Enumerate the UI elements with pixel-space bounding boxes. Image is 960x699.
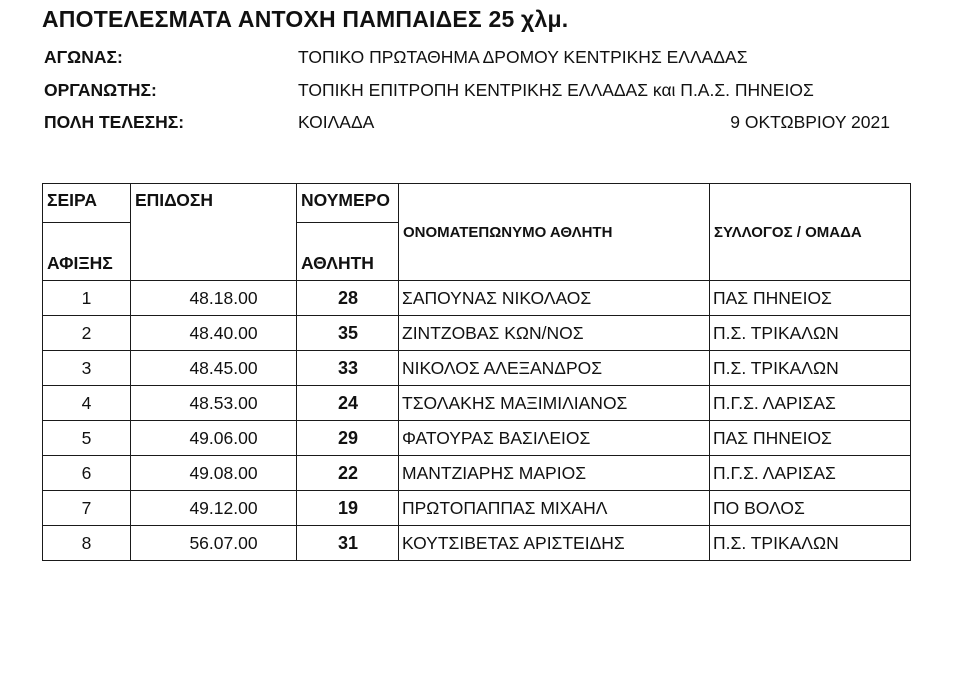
race-value: ΤΟΠΙΚΟ ΠΡΩΤΑΘΗΜΑ ΔΡΟΜΟΥ ΚΕΝΤΡΙΚΗΣ ΕΛΛΑΔΑΣ bbox=[298, 47, 748, 67]
cell-club: ΠΟ ΒΟΛΟΣ bbox=[710, 491, 911, 526]
cell-rank: 4 bbox=[43, 386, 131, 421]
table-row bbox=[43, 281, 911, 316]
cell-bib: 29 bbox=[297, 421, 399, 456]
city-label: ΠΟΛΗ ΤΕΛΕΣΗΣ: bbox=[44, 112, 185, 132]
cell-club: Π.Γ.Σ. ΛΑΡΙΣΑΣ bbox=[710, 456, 911, 491]
header-bib-bottom: ΑΘΛΗΤΗ bbox=[297, 223, 399, 281]
cell-rank: 3 bbox=[43, 351, 131, 386]
cell-athlete-name: ΚΟΥΤΣΙΒΕΤΑΣ ΑΡΙΣΤΕΙΔΗΣ bbox=[399, 526, 710, 561]
table-row bbox=[43, 456, 911, 491]
cell-time: 48.40.00 bbox=[131, 316, 297, 351]
header-athlete-name: ΟΝΟΜΑΤΕΠΩΝΥΜΟ ΑΘΛΗΤΗ bbox=[399, 184, 710, 281]
document-title: ΑΠΟΤΕΛΕΣΜΑΤΑ ΑΝΤΟΧΗ ΠΑΜΠΑΙΔΕΣ 25 χλμ. bbox=[42, 6, 569, 32]
cell-rank: 1 bbox=[43, 281, 131, 316]
organizer-label: ΟΡΓΑΝΩΤΗΣ: bbox=[44, 80, 157, 100]
cell-athlete-name: ΤΣΟΛΑΚΗΣ ΜΑΞΙΜΙΛΙΑΝΟΣ bbox=[399, 386, 710, 421]
cell-club: Π.Σ. ΤΡΙΚΑΛΩΝ bbox=[710, 526, 911, 561]
cell-rank: 8 bbox=[43, 526, 131, 561]
header-time: ΕΠΙΔΟΣΗ bbox=[131, 184, 297, 281]
cell-time: 49.12.00 bbox=[131, 491, 297, 526]
results-table bbox=[42, 183, 911, 561]
cell-bib: 33 bbox=[297, 351, 399, 386]
cell-rank: 6 bbox=[43, 456, 131, 491]
cell-bib: 35 bbox=[297, 316, 399, 351]
header-club: ΣΥΛΛΟΓΟΣ / ΟΜΑΔΑ bbox=[710, 184, 911, 281]
cell-athlete-name: ΣΑΠΟΥΝΑΣ ΝΙΚΟΛΑΟΣ bbox=[399, 281, 710, 316]
table-row bbox=[43, 526, 911, 561]
cell-athlete-name: ΠΡΩΤΟΠΑΠΠΑΣ ΜΙΧΑΗΛ bbox=[399, 491, 710, 526]
race-label: ΑΓΩΝΑΣ: bbox=[44, 47, 123, 67]
table-row bbox=[43, 351, 911, 386]
cell-bib: 22 bbox=[297, 456, 399, 491]
city-value: ΚΟΙΛΑΔΑ bbox=[298, 112, 375, 132]
cell-time: 48.45.00 bbox=[131, 351, 297, 386]
cell-athlete-name: ΦΑΤΟΥΡΑΣ ΒΑΣΙΛΕΙΟΣ bbox=[399, 421, 710, 456]
cell-bib: 24 bbox=[297, 386, 399, 421]
cell-rank: 5 bbox=[43, 421, 131, 456]
cell-rank: 7 bbox=[43, 491, 131, 526]
race-date: 9 ΟΚΤΩΒΡΙΟΥ 2021 bbox=[730, 112, 890, 132]
organizer-value: ΤΟΠΙΚΗ ΕΠΙΤΡΟΠΗ ΚΕΝΤΡΙΚΗΣ ΕΛΛΑΔΑΣ και Π.Α.Σ. ΠΗΝΕΙΟΣ bbox=[298, 80, 814, 100]
cell-bib: 19 bbox=[297, 491, 399, 526]
cell-club: Π.Σ. ΤΡΙΚΑΛΩΝ bbox=[710, 316, 911, 351]
cell-time: 49.06.00 bbox=[131, 421, 297, 456]
cell-club: ΠΑΣ ΠΗΝΕΙΟΣ bbox=[710, 421, 911, 456]
cell-athlete-name: ΝΙΚΟΛΟΣ ΑΛΕΞΑΝΔΡΟΣ bbox=[399, 351, 710, 386]
cell-time: 56.07.00 bbox=[131, 526, 297, 561]
table-row bbox=[43, 386, 911, 421]
cell-club: Π.Σ. ΤΡΙΚΑΛΩΝ bbox=[710, 351, 911, 386]
table-row bbox=[43, 421, 911, 456]
table-row bbox=[43, 316, 911, 351]
header-rank-top: ΣΕΙΡΑ bbox=[43, 184, 131, 223]
cell-time: 48.18.00 bbox=[131, 281, 297, 316]
table-row bbox=[43, 491, 911, 526]
cell-time: 48.53.00 bbox=[131, 386, 297, 421]
cell-athlete-name: ΖΙΝΤΖΟΒΑΣ ΚΩΝ/ΝΟΣ bbox=[399, 316, 710, 351]
cell-club: Π.Γ.Σ. ΛΑΡΙΣΑΣ bbox=[710, 386, 911, 421]
table-header-row bbox=[43, 184, 911, 223]
header-bib-top: ΝΟΥΜΕΡΟ bbox=[297, 184, 399, 223]
cell-athlete-name: ΜΑΝΤΖΙΑΡΗΣ ΜΑΡΙΟΣ bbox=[399, 456, 710, 491]
header-rank-bottom: ΑΦΙΞΗΣ bbox=[43, 223, 131, 281]
cell-bib: 31 bbox=[297, 526, 399, 561]
cell-bib: 28 bbox=[297, 281, 399, 316]
cell-rank: 2 bbox=[43, 316, 131, 351]
cell-club: ΠΑΣ ΠΗΝΕΙΟΣ bbox=[710, 281, 911, 316]
cell-time: 49.08.00 bbox=[131, 456, 297, 491]
